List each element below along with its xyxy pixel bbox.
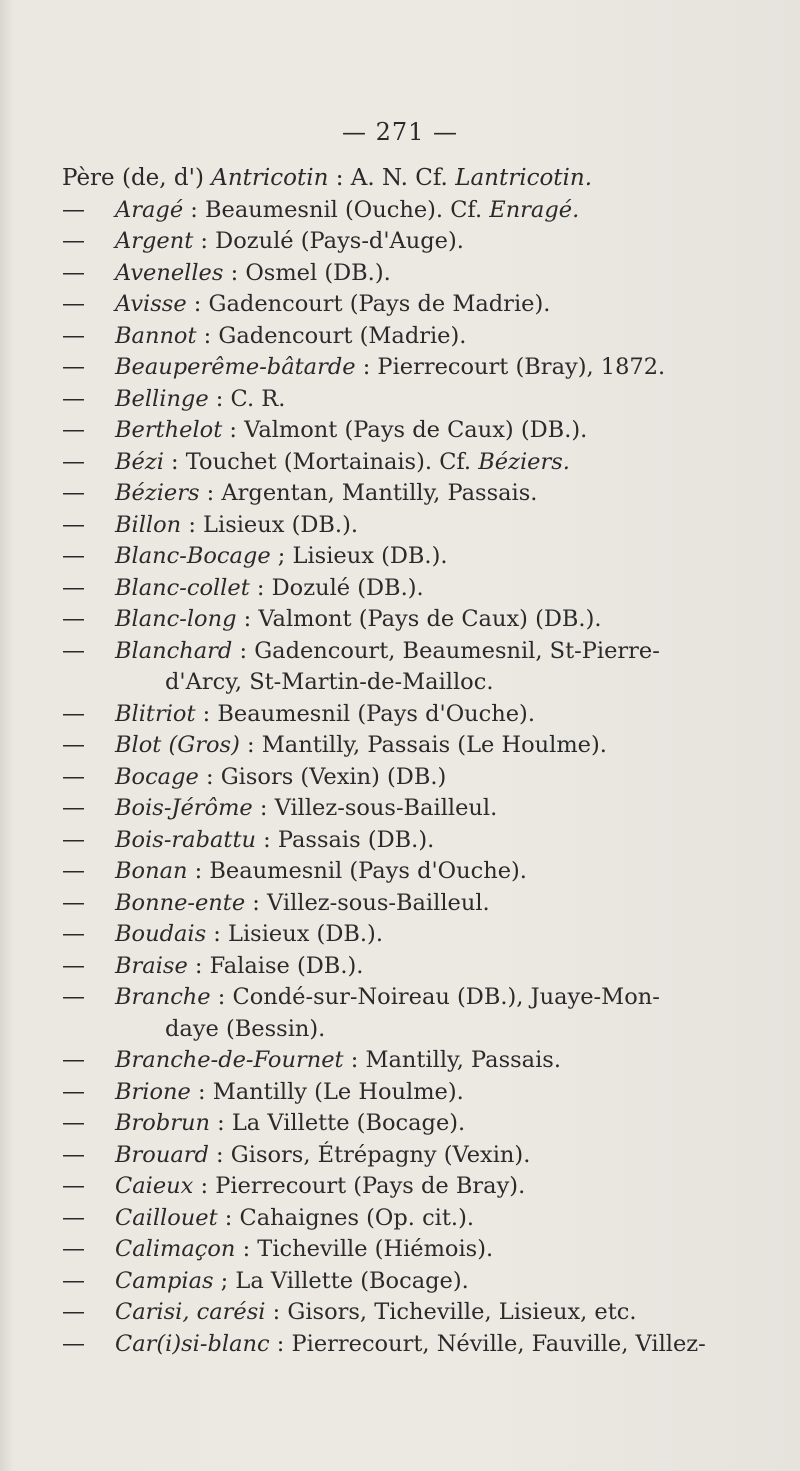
entry-surname: Bois-rabattu (115, 826, 256, 853)
entry-dash: — (62, 322, 85, 349)
entry-places: : Pierrecourt (Bray), 1872. (355, 354, 666, 380)
entry-dash: — (62, 1141, 85, 1168)
entry-surname: Caillouet (115, 1204, 218, 1231)
list-item (0, 195, 800, 227)
entry-surname: Braise (115, 952, 188, 979)
entry-places: : Gisors, Étrépagny (Vexin). (208, 1141, 531, 1168)
entry-surname: Calimaçon (115, 1236, 236, 1262)
list-item (0, 1108, 800, 1140)
entry-dash: — (62, 1047, 85, 1073)
entry-surname: Blanc-collet (115, 574, 250, 601)
list-item (0, 762, 800, 794)
list-item (0, 447, 800, 479)
entry-list (0, 163, 800, 1360)
entry-surname: Bois-Jérôme (115, 795, 253, 821)
list-item (0, 856, 800, 888)
entry-surname: Brouard (115, 1141, 209, 1168)
entry-xref: Béziers. (478, 448, 570, 475)
entry-surname: Blanc-long (115, 606, 237, 632)
entry-dash: — (62, 543, 85, 569)
list-item (0, 289, 800, 321)
entry-continuation: daye (Bessin). (165, 1015, 326, 1042)
entry-places: : Dozulé (Pays-d'Auge). (193, 228, 464, 254)
entry-surname: Bonne-ente (115, 889, 246, 916)
entry-places: ; La Villette (Bocage). (213, 1267, 469, 1294)
entry-dash: — (62, 196, 85, 223)
entry-continuation: d'Arcy, St-Martin-de-Mailloc. (165, 669, 494, 695)
entry-surname: Blanc-Bocage (115, 543, 271, 569)
list-item (0, 1045, 800, 1077)
list-item (0, 384, 800, 416)
entry-places: : Valmont (Pays de Caux) (DB.). (222, 417, 588, 443)
entry-surname: Carisi, carési (115, 1299, 266, 1325)
list-item (0, 793, 800, 825)
entry-places: : Villez-sous-Bailleul. (252, 795, 498, 821)
entry-surname: Brobrun (115, 1110, 210, 1136)
entry-surname: Blitriot (115, 700, 196, 727)
list-item (0, 699, 800, 731)
entry-surname: Aragé (115, 196, 184, 223)
entry-xref: Enragé. (489, 196, 580, 223)
entry-dash: — (62, 637, 85, 664)
entry-places: : Beaumesnil (Ouche). Cf. (183, 196, 490, 223)
list-item (0, 321, 800, 353)
entry-dash: — (62, 1204, 85, 1231)
entry-places: : Condé-sur-Noireau (DB.), Juaye-Mon- (210, 984, 660, 1010)
entry-dash: — (62, 259, 85, 286)
entry-dash: — (62, 448, 85, 475)
entry-dash: — (62, 858, 85, 884)
list-item (0, 163, 800, 195)
entry-dash: — (62, 1078, 85, 1105)
entry-dash: — (62, 385, 85, 412)
entry-dash: — (62, 1110, 85, 1136)
list-item (0, 541, 800, 573)
list-item (0, 919, 800, 951)
entry-places: : C. R. (208, 385, 286, 412)
entry-dash: — (62, 417, 85, 443)
entry-surname: Bonan (115, 858, 188, 884)
entry-places: : Osmel (DB.). (223, 259, 391, 286)
entry-places: : Pierrecourt, Néville, Fauville, Villez- (269, 1330, 706, 1357)
entry-surname: Caieux (115, 1173, 194, 1199)
entry-dash: — (62, 574, 85, 601)
entry-dash: — (62, 291, 85, 317)
entry-places: : Beaumesnil (Pays d'Ouche). (187, 858, 527, 884)
list-item (0, 352, 800, 384)
entry-dash: — (62, 606, 85, 632)
list-item (0, 226, 800, 258)
entry-places: : A. N. Cf. (328, 165, 448, 191)
list-item (0, 1203, 800, 1235)
entry-places: : Gadencourt (Pays de Madrie). (186, 291, 551, 317)
entry-surname: Berthelot (115, 417, 223, 443)
entry-places: : Valmont (Pays de Caux) (DB.). (236, 606, 602, 632)
entry-dash: — (62, 889, 85, 916)
list-item (0, 1266, 800, 1298)
entry-surname: Bézi (115, 448, 164, 475)
entry-dash: — (62, 700, 85, 727)
entry-dash: — (62, 984, 85, 1010)
entry-surname: Billon (115, 511, 182, 538)
entry-places: : La Villette (Bocage). (209, 1110, 466, 1136)
entry-places: : Beaumesnil (Pays d'Ouche). (195, 700, 535, 727)
entry-places: : Falaise (DB.). (187, 952, 364, 979)
list-item (0, 982, 800, 1045)
entry-xref: Lantricotin. (455, 165, 593, 191)
entry-surname: Béziers (115, 480, 200, 506)
entry-dash: — (62, 795, 85, 821)
entry-lead: Père (de, d') (62, 165, 204, 191)
entry-dash: — (62, 952, 85, 979)
entry-places: : Gadencourt (Madrie). (196, 322, 467, 349)
list-item (0, 604, 800, 636)
list-item (0, 510, 800, 542)
entry-places: : Lisieux (DB.). (206, 921, 383, 947)
entry-surname: Campias (115, 1267, 214, 1294)
entry-dash: — (62, 1299, 85, 1325)
list-item (0, 1140, 800, 1172)
entry-places: : Villez-sous-Bailleul. (245, 889, 490, 916)
entry-places: ; Lisieux (DB.). (270, 543, 448, 569)
entry-surname: Blanchard (115, 637, 233, 664)
entry-surname: Blot (Gros) (115, 732, 240, 758)
entry-dash: — (62, 921, 85, 947)
entry-places: : Gisors, Ticheville, Lisieux, etc. (265, 1299, 637, 1325)
entry-surname: Car(i)si-blanc (115, 1330, 270, 1357)
list-item (0, 478, 800, 510)
entry-surname: Boudais (115, 921, 207, 947)
list-item (0, 573, 800, 605)
list-item (0, 636, 800, 699)
entry-surname: Brione (115, 1078, 191, 1105)
entry-surname: Bellinge (115, 385, 209, 412)
entry-dash: — (62, 480, 85, 506)
entry-places: : Gadencourt, Beaumesnil, St-Pierre- (232, 637, 660, 664)
list-item (0, 951, 800, 983)
entry-surname: Branche (115, 984, 211, 1010)
entry-surname: Bannot (115, 322, 197, 349)
entry-surname: Bocage (115, 763, 199, 790)
list-item (0, 415, 800, 447)
entry-surname: Avisse (115, 291, 187, 317)
list-item (0, 1297, 800, 1329)
list-item (0, 1171, 800, 1203)
entry-places: : Lisieux (DB.). (181, 511, 359, 538)
entry-dash: — (62, 1330, 85, 1357)
entry-dash: — (62, 732, 85, 758)
entry-places: : Dozulé (DB.). (249, 574, 424, 601)
entry-surname: Antricotin (211, 165, 329, 191)
entry-places: : Passais (DB.). (256, 826, 435, 853)
entry-places: : Touchet (Mortainais). Cf. (163, 448, 479, 475)
entry-dash: — (62, 1236, 85, 1262)
entry-surname: Argent (115, 228, 194, 254)
entry-dash: — (62, 354, 85, 380)
list-item (0, 1329, 800, 1361)
entry-places: : Ticheville (Hiémois). (235, 1236, 494, 1262)
entry-places: : Mantilly (Le Houlme). (190, 1078, 464, 1105)
entry-dash: — (62, 511, 85, 538)
entry-dash: — (62, 228, 85, 254)
list-item (0, 1234, 800, 1266)
page-number: — 271 — (341, 118, 459, 146)
entry-surname: Avenelles (115, 259, 224, 286)
list-item (0, 1077, 800, 1109)
list-item (0, 730, 800, 762)
entry-places: : Mantilly, Passais. (343, 1047, 561, 1073)
list-item (0, 258, 800, 290)
entry-dash: — (62, 1267, 85, 1294)
entry-surname: Branche-de-Fournet (115, 1047, 344, 1073)
entry-places: : Pierrecourt (Pays de Bray). (193, 1173, 526, 1199)
entry-dash: — (62, 1173, 85, 1199)
entry-dash: — (62, 763, 85, 790)
entry-places: : Argentan, Mantilly, Passais. (199, 480, 538, 506)
entry-dash: — (62, 826, 85, 853)
entry-surname: Beauperême-bâtarde (115, 354, 356, 380)
list-item (0, 825, 800, 857)
entry-places: : Mantilly, Passais (Le Houlme). (239, 732, 607, 758)
entry-places: : Cahaignes (Op. cit.). (217, 1204, 475, 1231)
entry-places: : Gisors (Vexin) (DB.) (198, 763, 447, 790)
list-item (0, 888, 800, 920)
